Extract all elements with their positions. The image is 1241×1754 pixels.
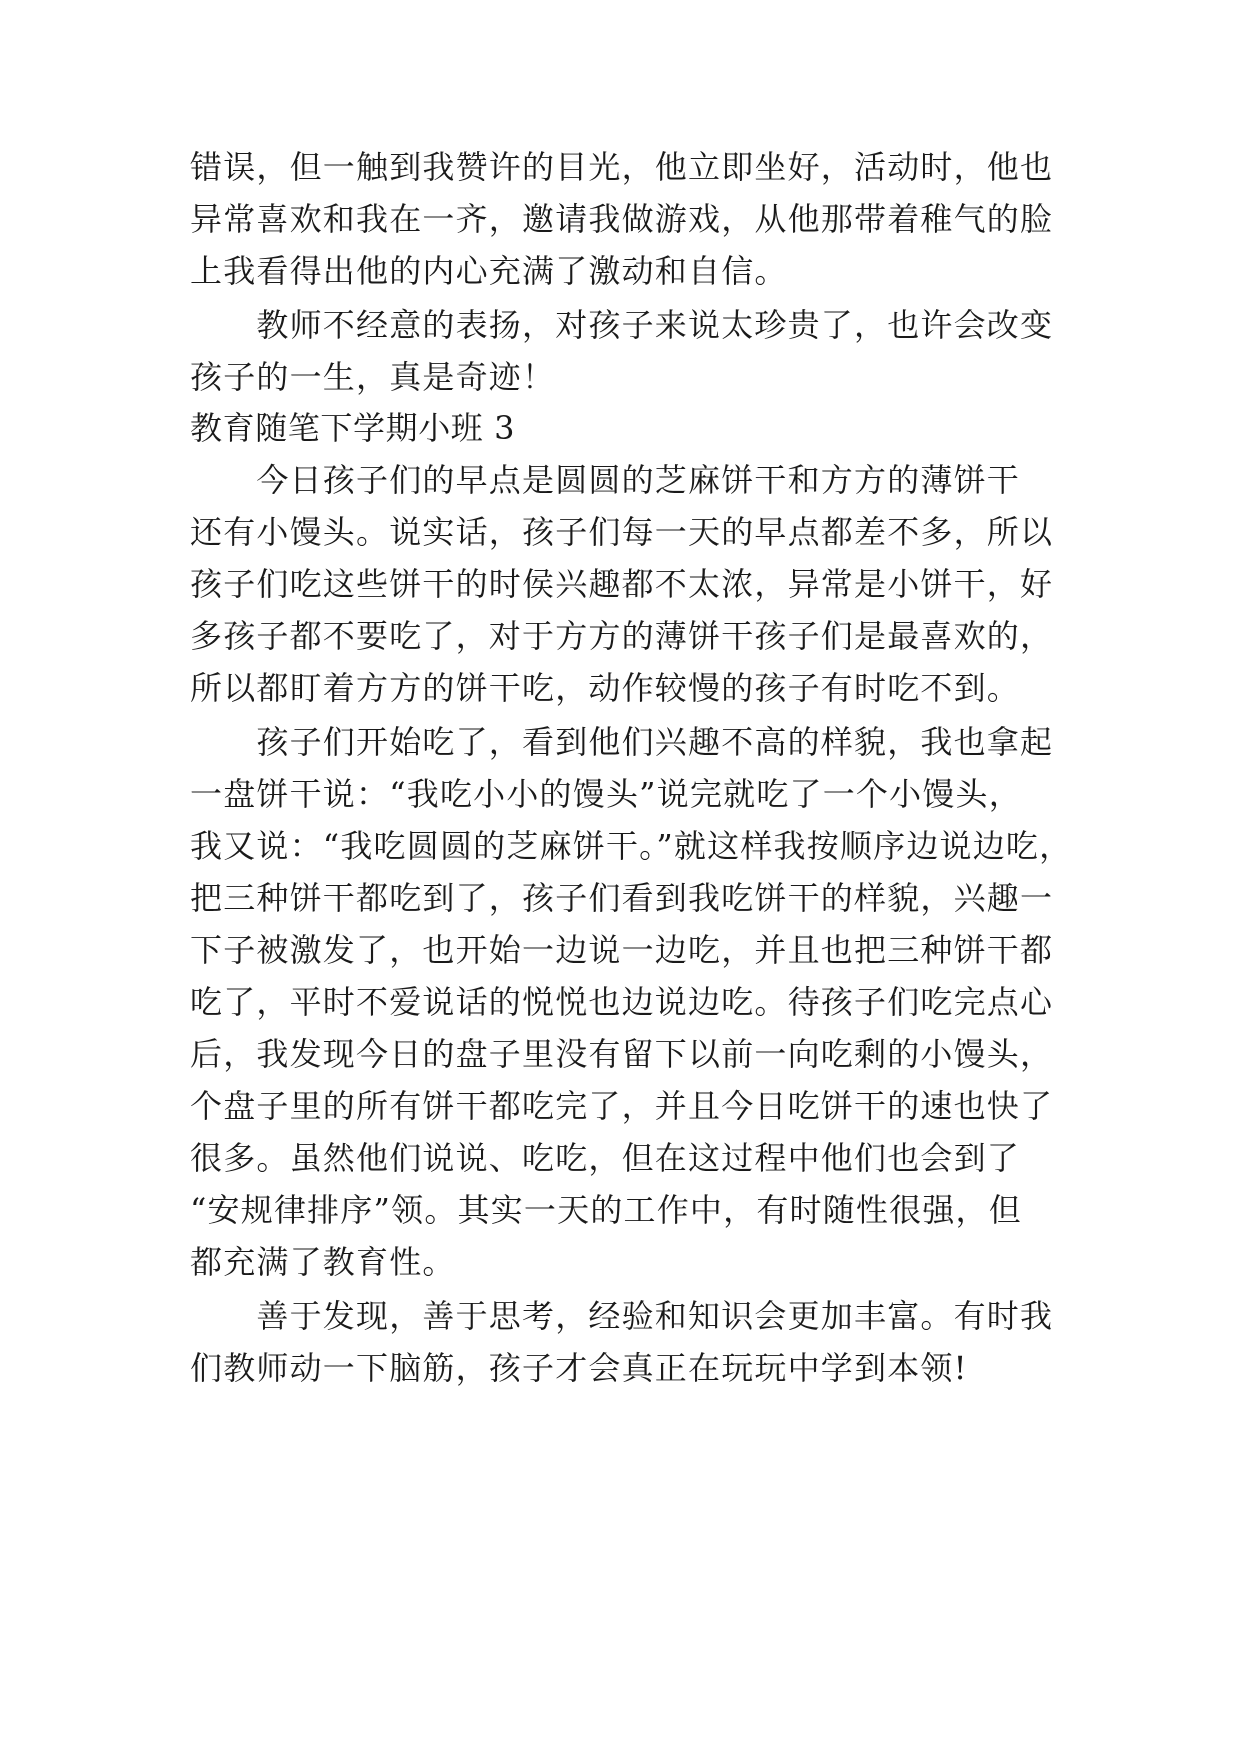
text-line: 都充满了教育性。 [190, 1243, 456, 1281]
text-line: 多孩子都不要吃了，对于方方的薄饼干孩子们是最喜欢的， [190, 617, 1054, 655]
text-line: 孩子的一生，真是奇迹！ [190, 358, 556, 396]
text-line: 所以都盯着方方的饼干吃，动作较慢的孩子有时吃不到。 [190, 669, 1021, 707]
text-line: 把三种饼干都吃到了，孩子们看到我吃饼干的样貌，兴趣一 [190, 879, 1054, 917]
text-line: 上我看得出他的内心充满了激动和自信。 [190, 252, 788, 290]
text-line: 后，我发现今日的盘子里没有留下以前一向吃剩的小馒头， [190, 1035, 1054, 1073]
text-line: 异常喜欢和我在一齐，邀请我做游戏，从他那带着稚气的脸 [190, 200, 1054, 238]
text-line: 下子被激发了，也开始一边说一边吃，并且也把三种饼干都 [190, 931, 1054, 969]
text-line: 一盘饼干说：“我吃小小的馒头”说完就吃了一个小馒头， [190, 775, 1022, 813]
section-heading: 教育随笔下学期小班 3 [190, 409, 516, 447]
text-line: 今日孩子们的早点是圆圆的芝麻饼干和方方的薄饼干 [190, 461, 1021, 499]
text-line: 吃了，平时不爱说话的悦悦也边说边吃。待孩子们吃完点心 [190, 983, 1054, 1021]
text-line: 还有小馒头。说实话，孩子们每一天的早点都差不多，所以 [190, 513, 1054, 551]
text-line: 个盘子里的所有饼干都吃完了，并且今日吃饼干的速也快了 [190, 1087, 1054, 1125]
text-line: 教师不经意的表扬，对孩子来说太珍贵了，也许会改变 [190, 306, 1054, 344]
text-line: 们教师动一下脑筋，孩子才会真正在玩玩中学到本领! [190, 1349, 968, 1387]
text-line: “安规律排序”领。其实一天的工作中，有时随性很强，但 [190, 1191, 1022, 1229]
text-line: 善于发现，善于思考，经验和知识会更加丰富。有时我 [190, 1297, 1054, 1335]
text-line: 错误，但一触到我赞许的目光，他立即坐好，活动时，他也 [190, 148, 1054, 186]
text-line: 孩子们吃这些饼干的时侯兴趣都不太浓，异常是小饼干，好 [190, 565, 1054, 603]
text-line: 很多。虽然他们说说、吃吃，但在这过程中他们也会到了 [190, 1139, 1021, 1177]
text-line: 孩子们开始吃了，看到他们兴趣不高的样貌，我也拿起 [190, 723, 1054, 761]
text-line: 我又说：“我吃圆圆的芝麻饼干。”就这样我按顺序边说边吃， [190, 827, 1073, 865]
